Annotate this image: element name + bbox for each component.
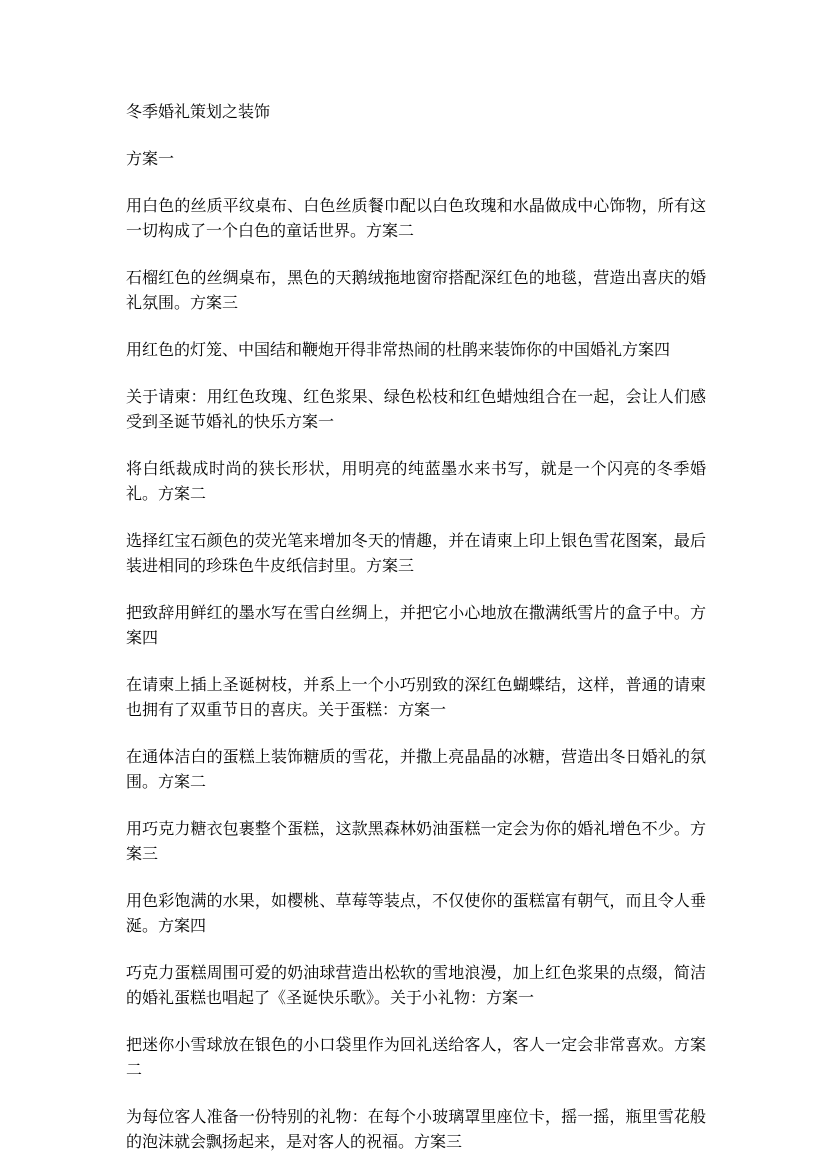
paragraph: 用白色的丝质平纹桌布、白色丝质餐巾配以白色玫瑰和水晶做成中心饰物，所有这一切构成了一个白色的童话世界。方案二 (126, 196, 706, 240)
paragraph: 在通体洁白的蛋糕上装饰糖质的雪花，并撒上亮晶晶的冰糖，营造出冬日婚礼的氛围。方案二 (126, 747, 706, 791)
paragraph: 选择红宝石颜色的荧光笔来增加冬天的情趣，并在请柬上印上银色雪花图案，最后装进相同的珍珠色牛皮纸信封里。方案三 (126, 531, 706, 575)
document-title: 冬季婚礼策划之装饰 (126, 102, 271, 121)
paragraph: 用巧克力糖衣包裹整个蛋糕，这款黑森林奶油蛋糕一定会为你的婚礼增色不少。方案三 (126, 819, 706, 863)
paragraph: 关于请柬：用红色玫瑰、红色浆果、绿色松枝和红色蜡烛组合在一起，会让人们感受到圣诞节婚礼的快乐方案一 (126, 387, 706, 431)
paragraph: 方案一 (126, 149, 175, 168)
paragraph: 把致辞用鲜红的墨水写在雪白丝绸上，并把它小心地放在撒满纸雪片的盒子中。方案四 (126, 603, 706, 647)
paragraph: 将白纸裁成时尚的狭长形状，用明亮的纯蓝墨水来书写，就是一个闪亮的冬季婚礼。方案二 (126, 459, 706, 503)
paragraph: 用红色的灯笼、中国结和鞭炮开得非常热闹的杜鹃来装饰你的中国婚礼方案四 (126, 340, 671, 359)
paragraph: 在请柬上插上圣诞树枝，并系上一个小巧别致的深红色蝴蝶结，这样，普通的请柬也拥有了双重节日的喜庆。关于蛋糕：方案一 (126, 675, 706, 719)
paragraph: 巧克力蛋糕周围可爱的奶油球营造出松软的雪地浪漫，加上红色浆果的点缀，简洁的婚礼蛋糕也唱起了《圣诞快乐歌》。关于小礼物：方案一 (126, 963, 706, 1007)
paragraph: 为每位客人准备一份特别的礼物：在每个小玻璃罩里座位卡，摇一摇，瓶里雪花般的泡沫就会飘扬起来，是对客人的祝福。方案三 (126, 1107, 706, 1151)
document-body (126, 99, 706, 1176)
paragraph: 石榴红色的丝绸桌布，黑色的天鹅绒拖地窗帘搭配深红色的地毯，营造出喜庆的婚礼氛围。方案三 (126, 268, 706, 312)
paragraph: 用色彩饱满的水果，如樱桃、草莓等装点，不仅使你的蛋糕富有朝气，而且令人垂涎。方案四 (126, 891, 706, 935)
paragraph: 把迷你小雪球放在银色的小口袋里作为回礼送给客人，客人一定会非常喜欢。方案二 (126, 1035, 706, 1079)
